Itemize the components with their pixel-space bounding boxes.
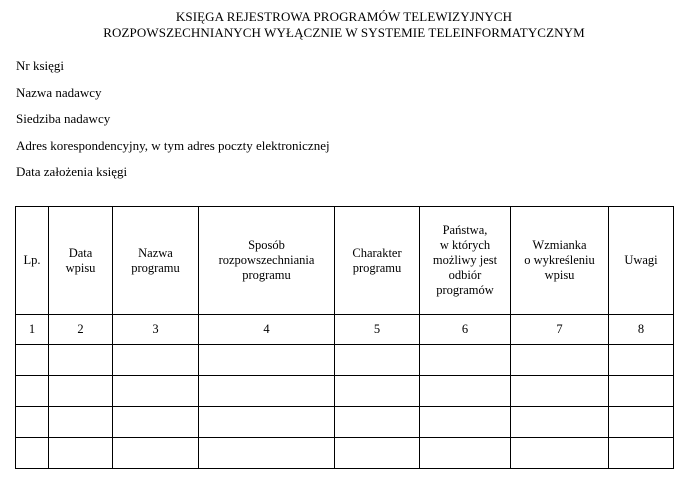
- table-cell[interactable]: [16, 376, 49, 407]
- header-line: możliwy jest: [432, 253, 498, 267]
- document-title: [0, 9, 688, 41]
- table-cell[interactable]: [49, 407, 113, 438]
- field-data-zalozenia: Data założenia księgi: [16, 164, 128, 179]
- header-cell-sposob-rozpowszechniania: [199, 207, 335, 315]
- column-number: 7: [511, 315, 609, 345]
- register-table: [15, 206, 674, 469]
- table-cell[interactable]: [511, 438, 609, 469]
- column-number: 5: [335, 315, 420, 345]
- column-number: 4: [199, 315, 335, 345]
- header-row: [16, 207, 674, 315]
- header-line: Sposób: [248, 238, 285, 252]
- header-line: odbiór: [448, 268, 482, 282]
- table-cell[interactable]: [420, 438, 511, 469]
- table-cell[interactable]: [609, 345, 674, 376]
- table-row: [16, 345, 674, 376]
- column-number: 3: [113, 315, 199, 345]
- table-cell[interactable]: [335, 345, 420, 376]
- header-cell-lp: [16, 207, 49, 315]
- table-cell[interactable]: [609, 376, 674, 407]
- table-cell[interactable]: [609, 438, 674, 469]
- table-row: [16, 376, 674, 407]
- title-line-2: ROZPOWSZECHNIANYCH WYŁĄCZNIE W SYSTEMIE TELEINFORMATYCZNYM: [103, 25, 585, 40]
- header-line: Charakter: [352, 245, 402, 260]
- header-cell-data-wpisu: [49, 207, 113, 315]
- column-number-row: [16, 315, 674, 345]
- column-number: 6: [420, 315, 511, 345]
- table-cell[interactable]: [511, 376, 609, 407]
- header-line: Data: [68, 245, 93, 260]
- table-cell[interactable]: [335, 407, 420, 438]
- header-line: wpisu: [65, 260, 96, 275]
- header-line: wpisu: [544, 268, 575, 282]
- table-cell[interactable]: [113, 407, 199, 438]
- table-cell[interactable]: [199, 376, 335, 407]
- header-cell-nazwa-programu: [113, 207, 199, 315]
- header-cell-panstwa: [420, 207, 511, 315]
- table-cell[interactable]: [335, 376, 420, 407]
- table-cell[interactable]: [420, 345, 511, 376]
- table-cell[interactable]: [49, 345, 113, 376]
- header-line: programów: [436, 283, 494, 297]
- table-cell[interactable]: [113, 345, 199, 376]
- header-line: Wzmianka: [532, 238, 587, 252]
- header-line: programu: [131, 260, 180, 275]
- table-row: [16, 438, 674, 469]
- column-number: 1: [16, 315, 49, 345]
- header-line: programu: [242, 268, 291, 282]
- field-siedziba-nadawcy: Siedziba nadawcy: [16, 111, 111, 126]
- table-cell[interactable]: [199, 407, 335, 438]
- header-cell-charakter-programu: [335, 207, 420, 315]
- header-line: o wykreśleniu: [524, 253, 595, 267]
- table-cell[interactable]: [16, 407, 49, 438]
- table-cell[interactable]: [609, 407, 674, 438]
- table-cell[interactable]: [49, 438, 113, 469]
- header-line: w których: [439, 238, 491, 252]
- column-number: 2: [49, 315, 113, 345]
- table-cell[interactable]: [335, 438, 420, 469]
- header-line: Państwa,: [442, 223, 488, 237]
- table-cell[interactable]: [420, 376, 511, 407]
- header-line: Uwagi: [624, 253, 658, 267]
- table-cell[interactable]: [511, 345, 609, 376]
- field-nazwa-nadawcy: Nazwa nadawcy: [16, 85, 102, 100]
- table-cell[interactable]: [113, 438, 199, 469]
- header-line: Nazwa: [138, 245, 173, 260]
- table-cell[interactable]: [199, 438, 335, 469]
- table-cell[interactable]: [511, 407, 609, 438]
- column-number: 8: [609, 315, 674, 345]
- table-cell[interactable]: [199, 345, 335, 376]
- table-cell[interactable]: [49, 376, 113, 407]
- title-line-1: KSIĘGA REJESTROWA PROGRAMÓW TELEWIZYJNYCH: [175, 9, 513, 24]
- header-cell-uwagi: [609, 207, 674, 315]
- header-cell-wzmianka: [511, 207, 609, 315]
- header-line: programu: [352, 260, 402, 275]
- header-line: Lp.: [23, 253, 41, 267]
- table-cell[interactable]: [16, 345, 49, 376]
- table-body: [16, 315, 674, 469]
- table-cell[interactable]: [16, 438, 49, 469]
- header-line: rozpowszechniania: [218, 253, 315, 267]
- field-adres-korespondencyjny: Adres korespondencyjny, w tym adres poczty elektronicznej: [16, 138, 330, 153]
- table-cell[interactable]: [420, 407, 511, 438]
- table-row: [16, 407, 674, 438]
- field-nr-ksiegi: Nr księgi: [16, 58, 65, 73]
- table-cell[interactable]: [113, 376, 199, 407]
